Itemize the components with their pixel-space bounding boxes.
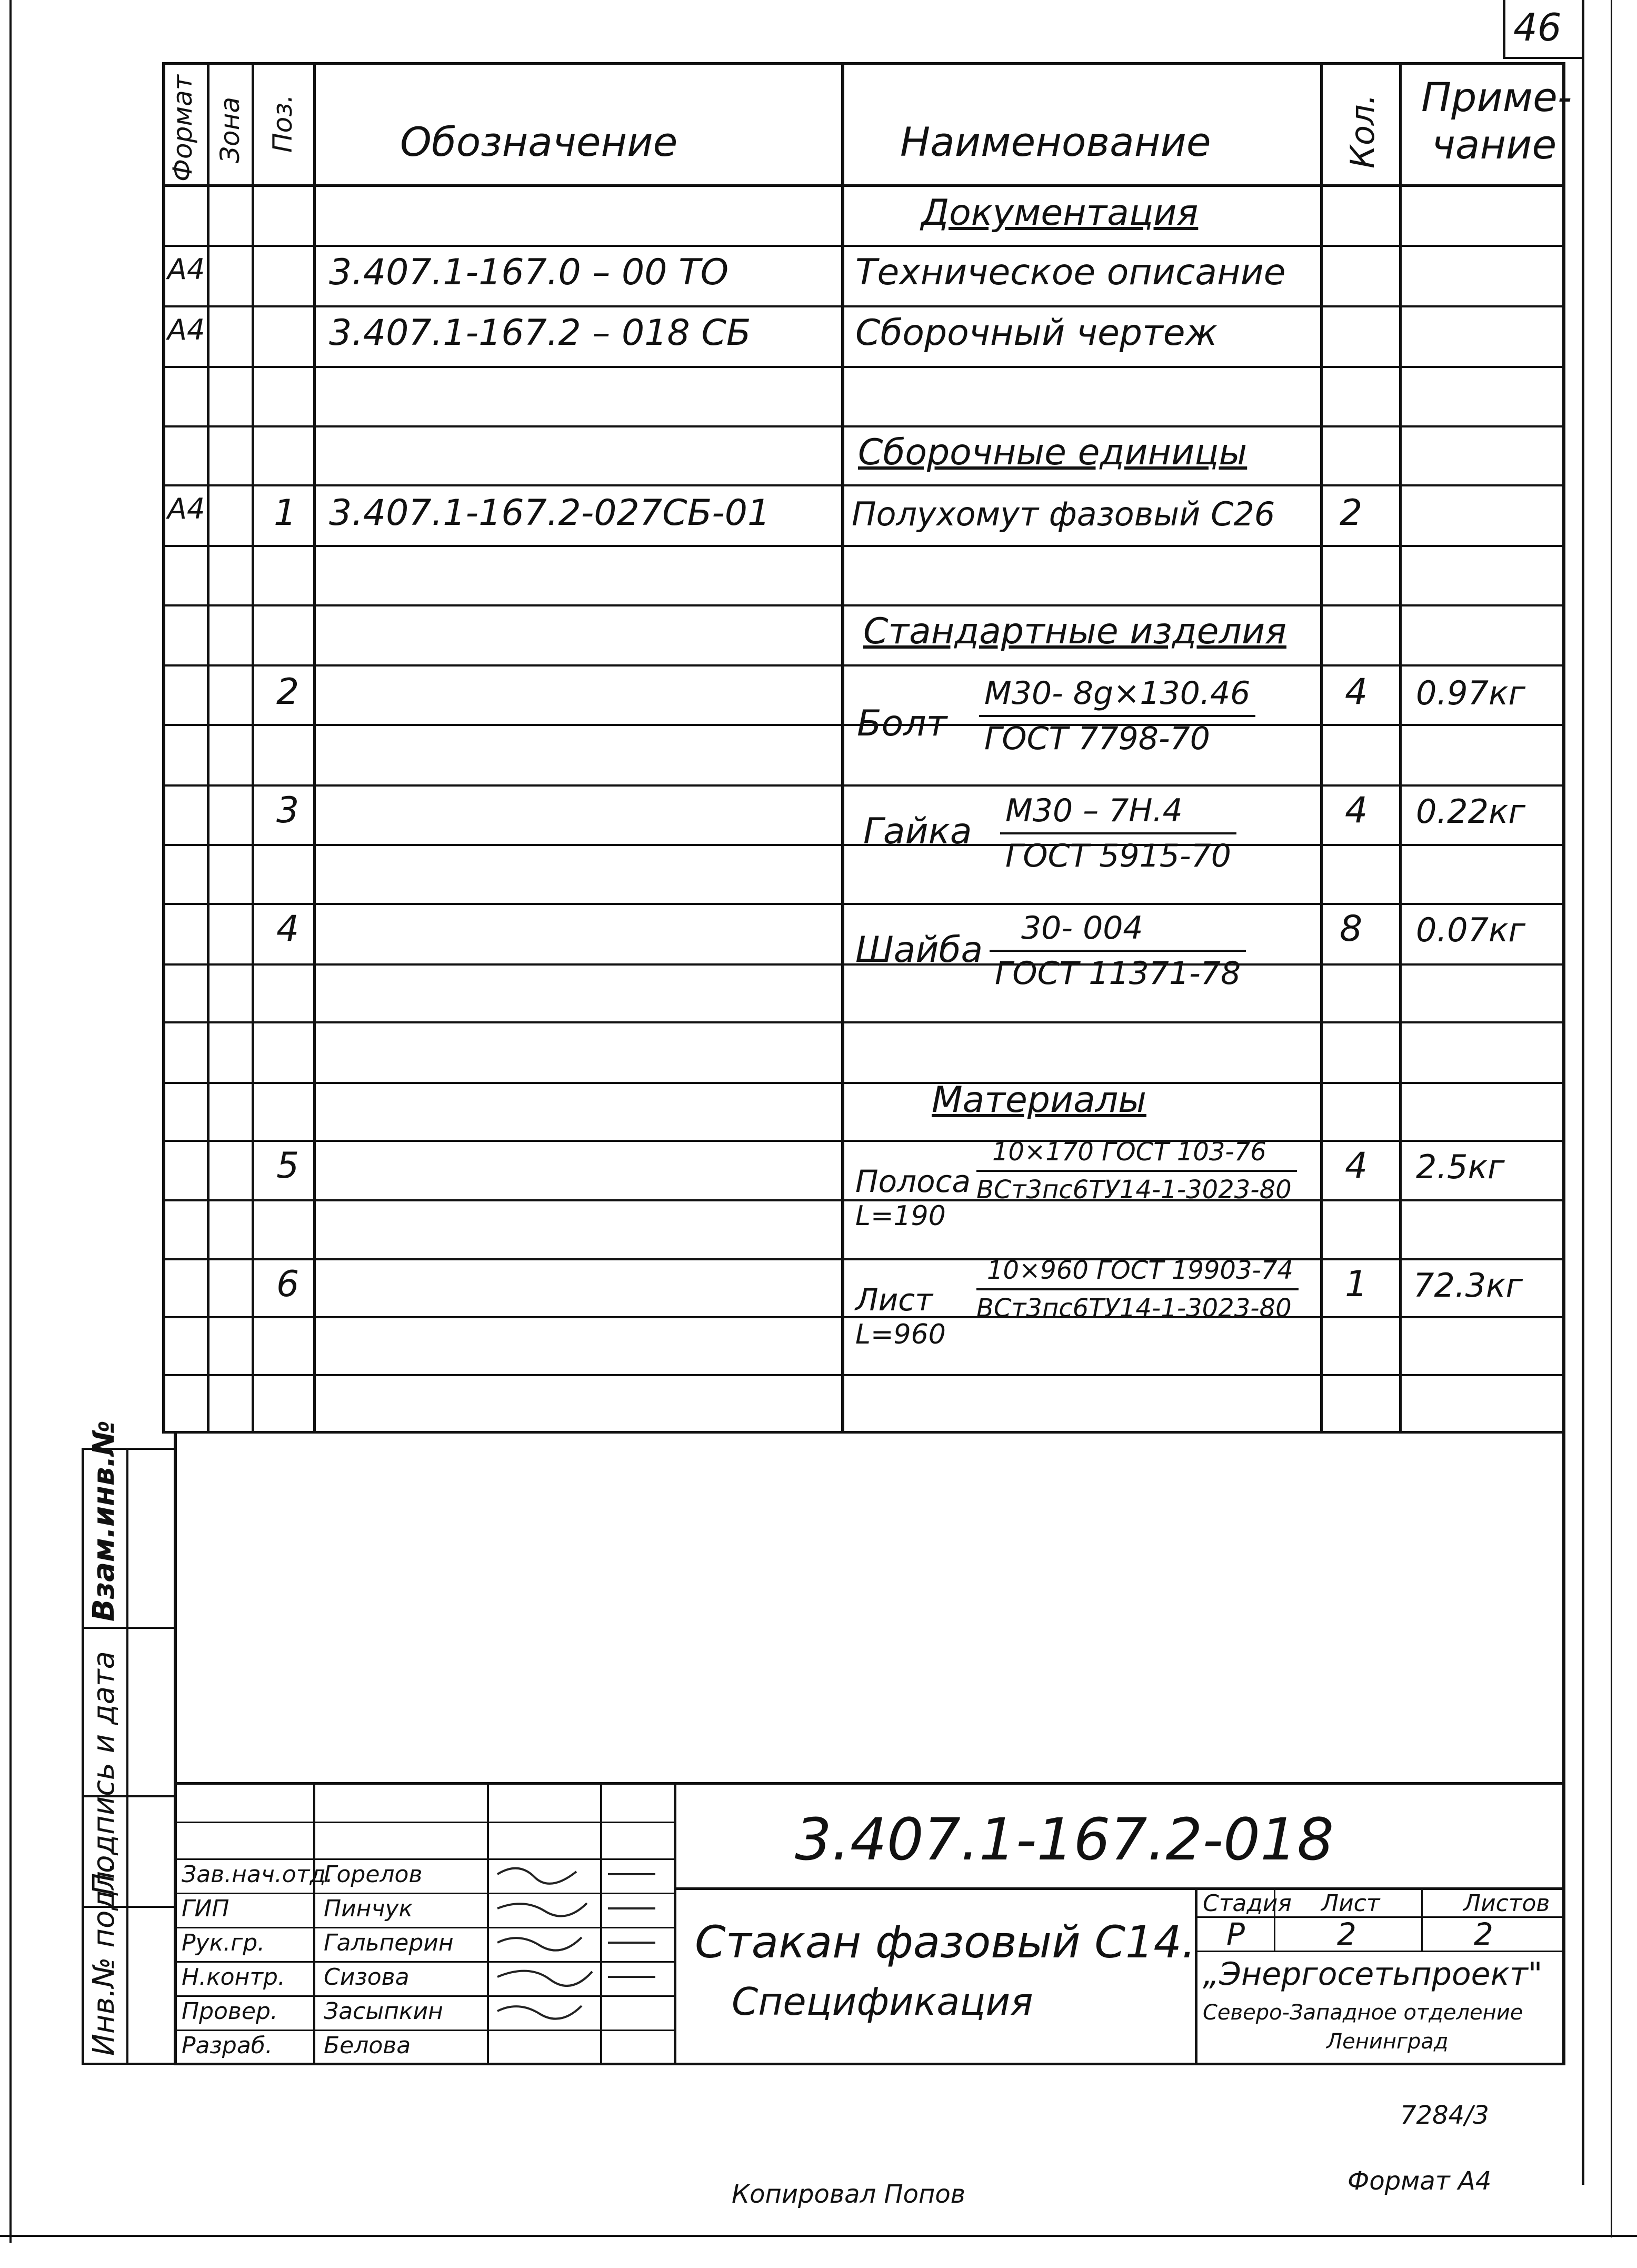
header-pos: Поз. [267,94,298,153]
signature-3 [497,1937,582,1951]
sheet-number-box-left [1503,0,1505,58]
material-5-spec-bottom: ВСт3пс6ТУ14-1-3023-80 [976,1175,1292,1205]
doc-2-designation: 3.407.1-167.2 – 018 СБ [329,312,751,354]
outer-left-border [9,0,12,2243]
title-block-code-divider [674,1782,676,2065]
material-6-qty: 1 [1345,1264,1368,1305]
material-6-spec [976,1256,1299,1323]
item-3-qty: 4 [1345,790,1368,831]
row-line [162,366,1565,368]
outer-right-border-2 [1611,0,1612,2237]
item-4-pos: 4 [276,908,300,950]
material-5-spec [976,1137,1297,1205]
row-line [162,545,1565,547]
row-line [162,1374,1565,1376]
signature-scribbles [487,1858,674,2064]
row-line [162,1082,1565,1084]
assembly-designation: 3.407.1-167.2-027СБ-01 [329,492,771,534]
title-block-stage-row2 [1195,1951,1563,1952]
item-4-qty: 8 [1340,908,1363,950]
material-6-spec-bottom: ВСт3пс6ТУ14-1-3023-80 [976,1294,1292,1323]
title-code: 3.407.1-167.2-018 [795,1806,1334,1873]
role-4: Н.контр. [182,1964,285,1991]
row-line [162,484,1565,486]
row-line [162,1021,1565,1023]
material-5-note: 2.5кг [1416,1148,1505,1186]
date-marks [608,1874,655,1977]
side-label-vzam-inv: Взам.инв.№ [87,1420,121,1622]
material-6-spec-top: 10×960 ГОСТ 19903-74 [976,1256,1299,1290]
side-label-sign-date: Подпись и дата [87,1651,121,1895]
header-bottom-line [162,184,1565,187]
title-block-right [1562,1782,1565,2065]
material-5-length: L=190 [855,1200,946,1232]
material-5-qty: 4 [1345,1145,1368,1187]
outer-right-border [1582,0,1584,2185]
col-line-designation [841,62,844,1433]
material-5-spec-top: 10×170 ГОСТ 103-76 [976,1137,1297,1172]
item-2-spec [979,675,1255,757]
section-standard-items: Стандартные изделия [863,611,1287,652]
material-6-length: L=960 [855,1319,946,1350]
doc-2-name: Сборочный чертеж [855,312,1217,354]
doc-2-format: А4 [167,313,205,346]
title-line-2: Спецификация [732,1979,1033,2024]
title-block-stage-col2 [1421,1887,1423,1951]
footer-copied-by: Копировал Попов [732,2180,965,2209]
table-left-line [162,62,165,1433]
signature-5 [497,2006,582,2019]
material-6-pos: 6 [276,1264,300,1305]
material-6-note: 72.3кг [1413,1266,1523,1305]
row-line [162,245,1565,247]
sig-row [174,1822,674,1823]
sheet-number: 46 [1513,5,1562,49]
assembly-pos: 1 [274,492,297,534]
footer-format: Формат А4 [1347,2166,1492,2196]
col-line-zone [252,62,254,1433]
role-3: Рук.гр. [182,1929,265,1956]
item-2-pos: 2 [276,671,300,713]
item-2-qty: 4 [1345,671,1368,713]
title-block-stage-divider [1195,1887,1197,2065]
sheet-label: Лист [1321,1890,1380,1917]
stage-label: Стадия [1203,1890,1292,1917]
title-block-code-bottom [674,1887,1565,1890]
name-4: Сизова [324,1964,410,1991]
role-5: Провер. [182,1998,278,2025]
side-stamp-divider [126,1448,128,2064]
sheet-number-box-bottom [1503,57,1582,59]
org-line-3: Ленинград [1326,2030,1449,2054]
row-line [162,664,1565,667]
table-right-line [1562,62,1565,1799]
header-note-line2: чание [1432,121,1557,168]
name-1: Горелов [324,1861,423,1888]
sheets-label: Листов [1463,1890,1550,1917]
signature-4 [497,1971,592,1986]
assembly-format: А4 [167,492,205,525]
sheet-value: 2 [1337,1916,1356,1952]
col-line-format [207,62,209,1433]
item-4-spec-top: 30- 004 [990,910,1246,952]
footer-stamp-number: 7284/3 [1400,2101,1489,2130]
section-materials: Материалы [932,1079,1146,1121]
side-stamp-right [174,1432,177,2064]
row-line [162,903,1565,905]
row-line [162,784,1565,787]
header-zone: Зона [215,97,245,163]
doc-1-designation: 3.407.1-167.0 – 00 ТО [329,252,729,293]
name-3: Гальперин [324,1929,454,1956]
item-4-note: 0.07кг [1416,911,1526,949]
assembly-name: Полухомут фазовый С26 [852,495,1275,533]
role-6: Разраб. [182,2032,273,2059]
title-block-top [174,1782,1565,1785]
row-line [162,305,1565,307]
header-qty: Кол. [1343,94,1382,168]
row-line [162,604,1565,606]
signature-2 [497,1903,587,1916]
material-5-name: Полоса [855,1163,971,1199]
col-line-name [1320,62,1323,1433]
assembly-qty: 2 [1340,492,1363,534]
role-1: Зав.нач.отд. [182,1861,333,1888]
sig-col [313,1782,315,2065]
name-6: Белова [324,2032,411,2059]
item-3-note: 0.22кг [1416,792,1526,831]
doc-1-format: А4 [167,253,205,286]
item-3-name: Гайка [863,811,972,852]
title-line-1: Стакан фазовый С14. [695,1916,1196,1968]
outer-bottom-border [0,2235,1637,2237]
stage-value: Р [1226,1916,1245,1952]
section-assembly-units: Сборочные единицы [858,432,1247,473]
item-2-name: Болт [857,703,947,744]
item-3-spec-top: М30 – 7Н.4 [1000,792,1236,834]
signature-1 [497,1868,576,1884]
name-2: Пинчук [324,1895,413,1922]
sheets-value: 2 [1474,1916,1493,1952]
header-format: Формат [167,75,198,182]
item-2-spec-top: М30- 8g×130.46 [979,675,1255,717]
material-5-pos: 5 [276,1145,300,1187]
item-4-spec-bottom: ГОСТ 11371-78 [995,955,1241,992]
role-2: ГИП [182,1895,229,1922]
header-designation: Обозначение [400,118,678,165]
header-note-line1: Приме- [1421,74,1572,121]
org-line-1: „Энергосетьпроект" [1203,1956,1543,1993]
item-3-spec [1000,792,1236,874]
side-label-inv-no: Инв.№ подл. [87,1862,121,2056]
item-2-spec-bottom: ГОСТ 7798-70 [984,720,1210,757]
item-2-note: 0.97кг [1416,674,1526,712]
row-line [162,1140,1565,1142]
header-name: Наименование [900,118,1211,165]
item-4-name: Шайба [855,929,983,971]
section-documentation: Документация [921,192,1199,234]
table-bottom-line [162,1431,1565,1434]
side-stamp-left [82,1448,84,2064]
item-3-pos: 3 [276,790,300,831]
row-line [162,425,1565,427]
title-block-bottom [174,2063,1565,2065]
side-stamp-hline [82,1627,176,1629]
name-5: Засыпкин [324,1998,443,2025]
col-line-pos [313,62,316,1433]
item-3-spec-bottom: ГОСТ 5915-70 [1005,838,1231,874]
material-6-name: Лист [855,1282,933,1318]
org-line-2: Северо-Западное отделение [1203,2001,1523,2025]
col-line-qty [1399,62,1402,1433]
item-4-spec [990,910,1246,992]
row-line [162,1258,1565,1260]
table-top-line [162,62,1565,65]
doc-1-name: Техническое описание [855,252,1286,293]
